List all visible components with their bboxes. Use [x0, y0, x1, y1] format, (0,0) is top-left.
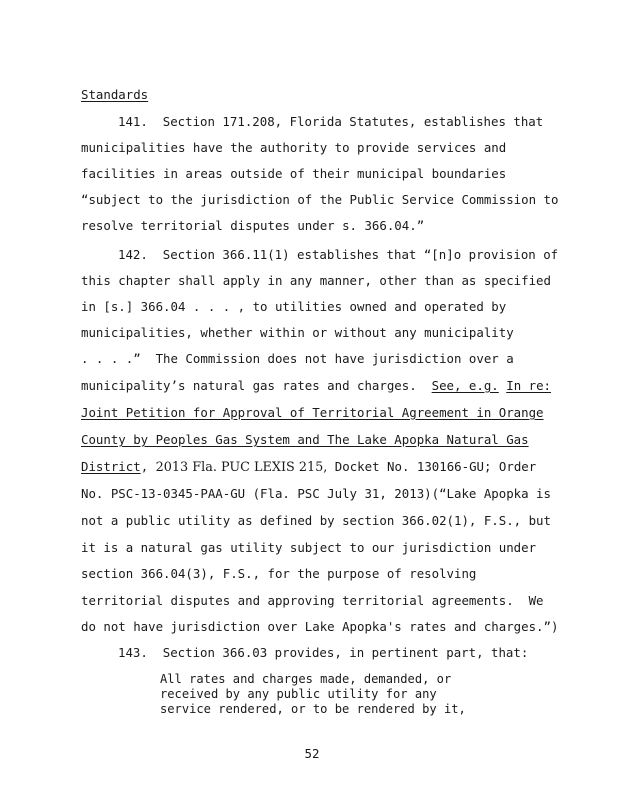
paragraph-line: it is a natural gas utility subject to our jurisdiction under	[81, 540, 537, 555]
quote-line: received by any public utility for any	[160, 687, 437, 701]
paragraph-line: do not have jurisdiction over Lake Apopka's rates and charges.”)	[81, 619, 559, 634]
paragraph-line: 141. Section 171.208, Florida Statutes, establishes that	[118, 114, 544, 129]
paragraph-line: . . . .” The Commission does not have jurisdiction over a	[81, 351, 514, 366]
paragraph-line: territorial disputes and approving territorial agreements. We	[81, 593, 544, 608]
case-name: Joint Petition for Approval of Territorial Agreement in Orange	[81, 405, 544, 420]
paragraph-line: 142. Section 366.11(1) establishes that “[n]o provision of	[118, 247, 559, 262]
paragraph-line: “subject to the jurisdiction of the Public Service Commission to	[81, 192, 559, 207]
line-text: Docket No. 130166-GU; Order	[327, 459, 537, 474]
paragraph-line: No. PSC-13-0345-PAA-GU (Fla. PSC July 31, 2013)(“Lake Apopka is	[81, 486, 551, 501]
case-name: District	[81, 459, 141, 474]
paragraph-line: in [s.] 366.04 . . . , to utilities owned and operated by	[81, 299, 507, 314]
section-heading: Standards	[81, 87, 149, 102]
paragraph-line: municipalities, whether within or without any municipality	[81, 325, 514, 340]
page-number: 52	[304, 746, 320, 761]
reporter-citation: 2013 Fla. PUC LEXIS 215,	[155, 460, 328, 475]
paragraph-line: section 366.04(3), F.S., for the purpose of resolving	[81, 566, 477, 581]
citation-signal: See, e.g.	[431, 378, 499, 393]
line-text: ,	[140, 459, 156, 474]
paragraph-line: resolve territorial disputes under s. 366.04.”	[81, 218, 425, 233]
case-name: County by Peoples Gas System and The Lake Apopka Natural Gas	[81, 432, 529, 447]
paragraph-line	[81, 379, 551, 393]
line-text: municipality’s natural gas rates and charges.	[81, 378, 432, 393]
paragraph-line	[81, 460, 536, 475]
quote-line: service rendered, or to be rendered by it,	[160, 702, 466, 716]
paragraph-line: facilities in areas outside of their municipal boundaries	[81, 166, 507, 181]
paragraph-line: this chapter shall apply in any manner, other than as specified	[81, 273, 551, 288]
quote-line: All rates and charges made, demanded, or	[160, 672, 452, 686]
paragraph-line: not a public utility as defined by section 366.02(1), F.S., but	[81, 513, 551, 528]
paragraph-line: 143. Section 366.03 provides, in pertinent part, that:	[118, 645, 529, 660]
case-name: In re:	[506, 378, 551, 393]
paragraph-line: municipalities have the authority to provide services and	[81, 140, 507, 155]
